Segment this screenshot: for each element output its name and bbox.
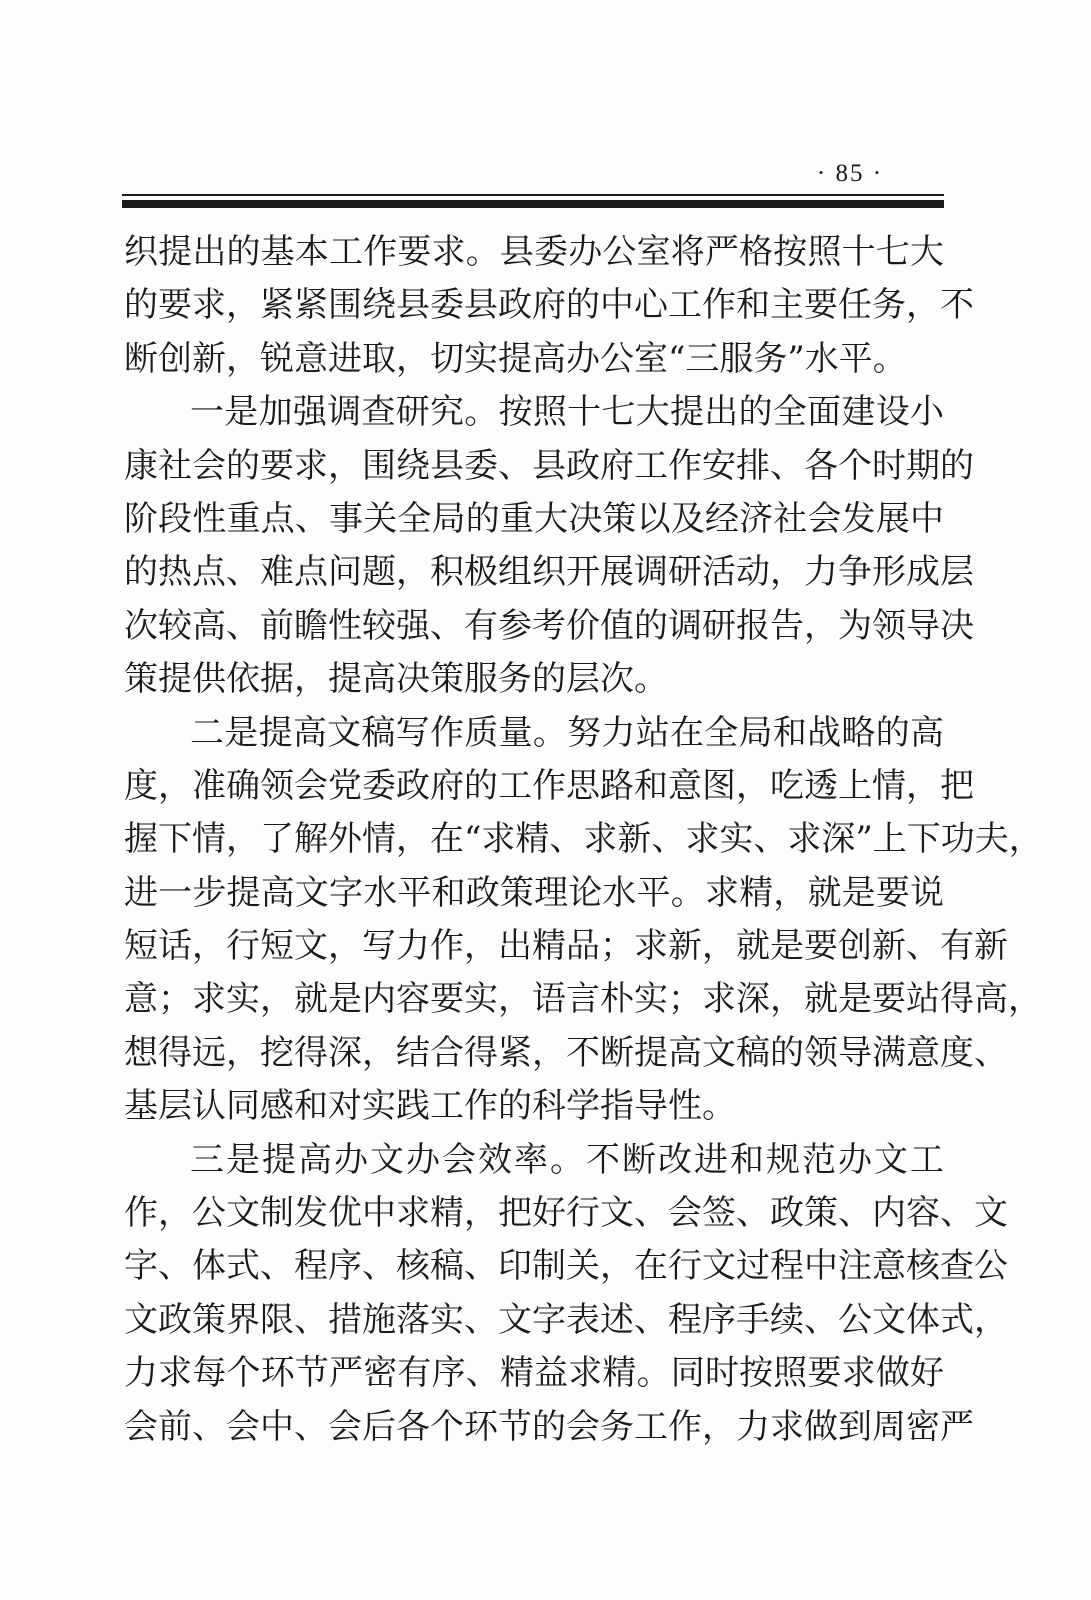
text-line: 意；求实，就是内容要实，语言朴实；求深，就是要站得高， <box>124 979 1042 1020</box>
text-line: 文政策界限、措施落实、文字表述、程序手续、公文体式， <box>124 1299 1008 1340</box>
text-line: 一是加强调查研究。按照十七大提出的全面建设小 <box>190 392 944 433</box>
text-line: 三是提高办文办会效率。不断改进和规范办文工 <box>190 1139 944 1180</box>
text-line: 基层认同感和对实践工作的科学指导性。 <box>124 1086 736 1127</box>
text-line: 握下情，了解外情，在“求精、求新、求实、求深”上下功夫， <box>124 819 1043 860</box>
text-line: 会前、会中、会后各个环节的会务工作，力求做到周密严 <box>124 1406 974 1447</box>
header-rule-thin <box>122 194 944 196</box>
text-line: 短话，行短文，写力作，出精品；求新，就是要创新、有新 <box>124 926 1008 967</box>
text-line: 的要求，紧紧围绕县委县政府的中心工作和主要任务，不 <box>124 285 974 326</box>
text-line: 的热点、难点问题，积极组织开展调研活动，力争形成层 <box>124 552 974 593</box>
text-line: 进一步提高文字水平和政策理论水平。求精，就是要说 <box>124 872 944 913</box>
text-line: 康社会的要求，围绕县委、县政府工作安排、各个时期的 <box>124 445 974 486</box>
header-rule-thick <box>122 200 944 208</box>
text-line: 想得远，挖得深，结合得紧，不断提高文稿的领导满意度、 <box>124 1032 1008 1073</box>
body-text <box>124 226 1043 1454</box>
text-line: 策提供依据，提高决策服务的层次。 <box>124 659 668 700</box>
page-number: · 85 · <box>816 160 884 187</box>
text-line: 阶段性重点、事关全局的重大决策以及经济社会发展中 <box>124 498 944 539</box>
text-line: 二是提高文稿写作质量。努力站在全局和战略的高 <box>190 712 944 753</box>
text-line: 度，准确领会党委政府的工作思路和意图，吃透上情，把 <box>124 765 974 806</box>
text-line: 作，公文制发优中求精，把好行文、会签、政策、内容、文 <box>124 1193 1008 1234</box>
text-line: 次较高、前瞻性较强、有参考价值的调研报告，为领导决 <box>124 605 974 646</box>
text-line: 织提出的基本工作要求。县委办公室将严格按照十七大 <box>124 232 944 272</box>
text-line: 断创新，锐意进取，切实提高办公室“三服务”水平。 <box>124 338 907 379</box>
text-line: 力求每个环节严密有序、精益求精。同时按照要求做好 <box>124 1353 944 1394</box>
text-line: 字、体式、程序、核稿、印制关，在行文过程中注意核查公 <box>124 1246 1008 1287</box>
